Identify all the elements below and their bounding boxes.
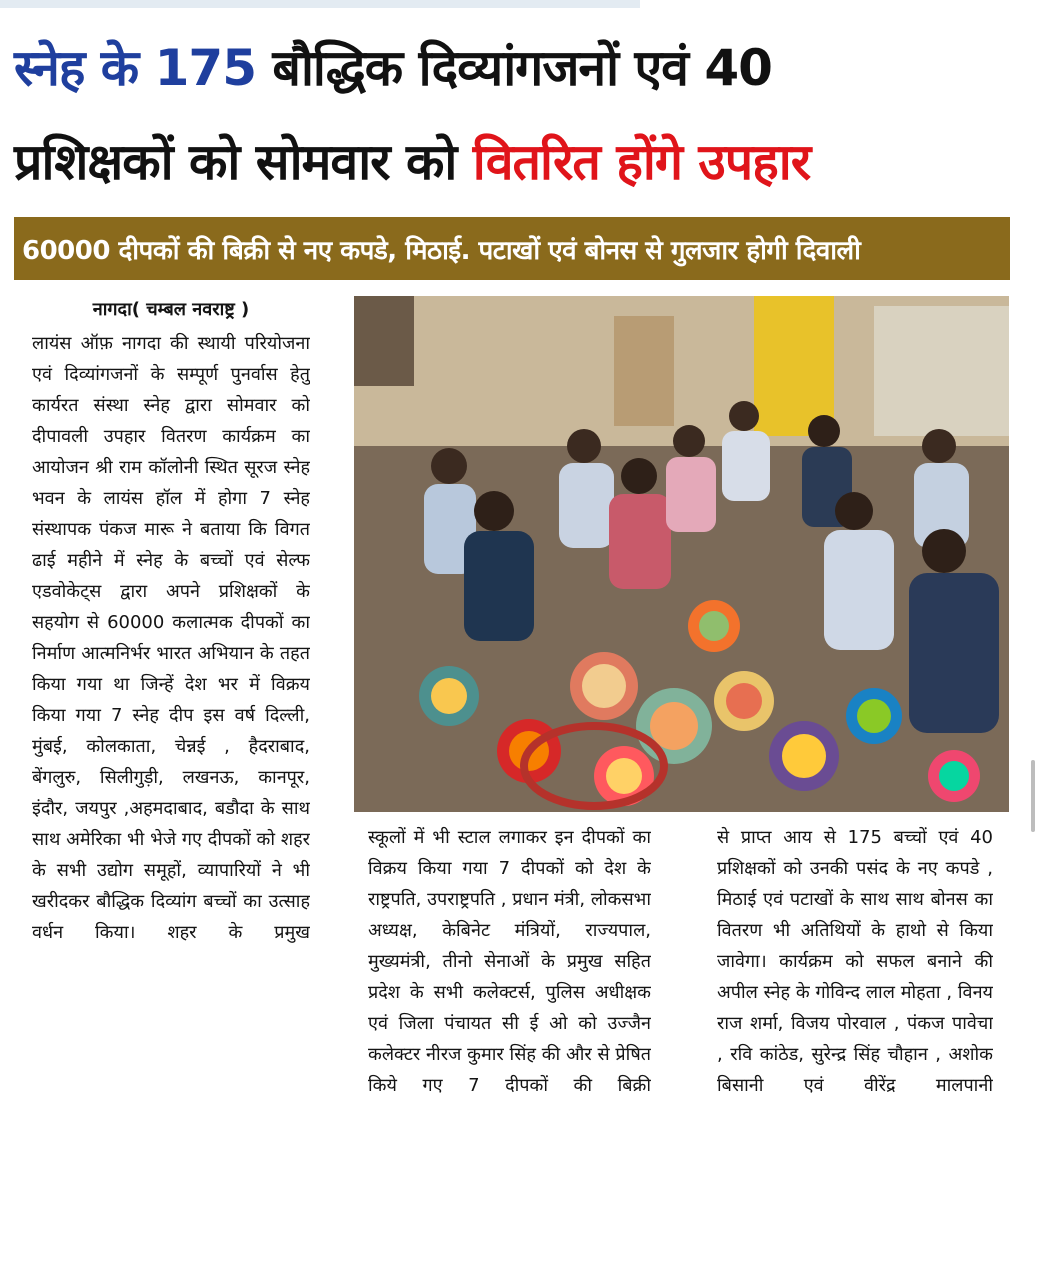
- article-column-1: [32, 294, 310, 1256]
- subheadline-text: 60000 दीपकों की बिक्री से नए कपडे, मिठाई. पटाखों एवं बोनस से गुलजार होगी दिवाली: [22, 235, 861, 266]
- headline-black-text-2: प्रशिक्षकों को सोमवार को: [14, 133, 473, 191]
- headline-red-text: वितरित होंगे उपहार: [472, 133, 811, 191]
- article-photo: [354, 296, 1009, 812]
- headline-blue-text: स्नेह के 175: [14, 39, 256, 97]
- photo-illustration: [354, 296, 1009, 812]
- headline-line-1: [14, 38, 1034, 98]
- article-column-1-text: लायंस ऑफ़ नागदा की स्थायी परियोजना एवं दिव्यांगजनों के सम्पूर्ण पुनर्वास हेतु कार्यरत संस्था स्नेह द्वारा सोमवार को दीपावली उपहार वितरण कार्यक्रम का आयोजन श्री राम कॉलोनी स्थित सूरज स्नेह भवन के लायंस हॉल में होगा 7 स्नेह संस्थापक पंकज मारू ने बताया कि विगत ढाई महीने में स्नेह के बच्चों एवं सेल्फ एडवोकेट्स द्वारा अपने प्रशिक्षकों के सहयोग से 60000 कलात्मक दीपकों का निर्माण आत्मनिर्भर भारत अभियान के तहत किया गया था जिन्हें देश भर में विक्रय किया गया 7 स्नेह दीप इस वर्ष दिल्ली, मुंबई, कोलकाता, चेन्नई , हैदराबाद, बेंगलुरु, सिलीगुड़ी, लखनऊ, कानपूर, इंदौर, जयपुर ,अहमदाबाद, बडौदा के साथ साथ अमेरिका भी भेजे गए दीपकों को शहर के सभी उद्योग समूहों, व्यापारियों ने भी खरीदकर बौद्धिक दिव्यांग बच्चों का उत्साह वर्धन किया। शहर के प्रमुख: [32, 333, 310, 943]
- dateline: नागदा( चम्बल नवराष्ट्र ): [92, 299, 250, 320]
- article-column-3: [717, 822, 993, 1256]
- page-top-strip: [0, 0, 640, 8]
- scrollbar-thumb[interactable]: [1031, 760, 1035, 832]
- headline-black-text: बौद्धिक दिव्यांगजनों एवं 40: [256, 39, 772, 97]
- article-column-2-text: स्कूलों में भी स्टाल लगाकर इन दीपकों का विक्रय किया गया 7 दीपकों को देश के राष्ट्रपति, उपराष्ट्रपति , प्रधान मंत्री, लोकसभा अध्यक्ष, केबिनेट मंत्रियों, राज्यपाल, मुख्यमंत्री, तीनो सेनाओं के प्रमुख सहित प्रदेश के सभी कलेक्टर्स, पुलिस अधीक्षक एवं जिला पंचायत सी ई ओ को उज्जैन कलेक्टर नीरज कुमार सिंह की और से प्रेषित किये गए 7 दीपकों की बिक्री: [368, 827, 651, 1096]
- article-column-3-text: से प्राप्त आय से 175 बच्चों एवं 40 प्रशिक्षकों को उनकी पसंद के नए कपडे , मिठाई एवं पटाखों के साथ साथ बोनस का वितरण भी अतिथियों के हाथो से किया जावेगा। कार्यक्रम को सफल बनाने की अपील स्नेह के गोविन्द लाल मोहता , विनय राज शर्मा, विजय पोरवाल , पंकज पावेचा , रवि कांठेड, सुरेन्द्र सिंह चौहान , अशोक बिसानी एवं वीरेंद्र मालपानी: [717, 827, 993, 1096]
- article-column-2: [368, 822, 651, 1256]
- subheadline-bar: [14, 217, 1010, 280]
- headline-line-2: [14, 132, 1034, 192]
